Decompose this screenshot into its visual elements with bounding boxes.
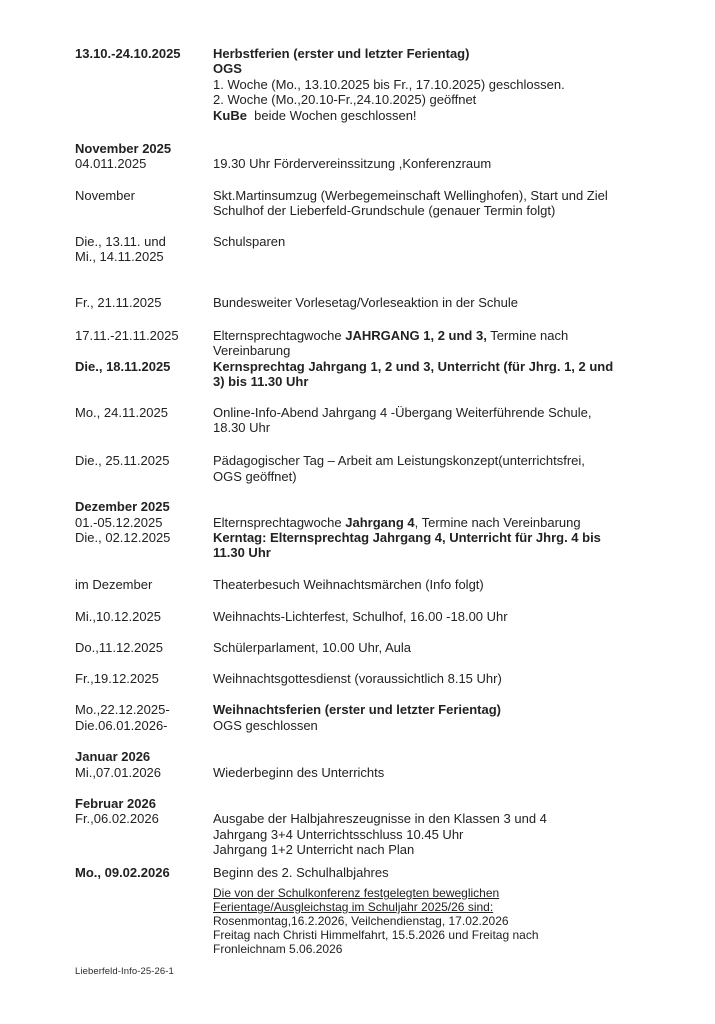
event-cell (213, 515, 665, 530)
schedule-row (75, 453, 665, 484)
event-cell (213, 295, 665, 310)
date-cell (75, 141, 213, 156)
text-line (213, 405, 665, 420)
text-line (75, 453, 213, 468)
event-cell (213, 886, 665, 956)
event-cell (213, 359, 665, 390)
text-segment: Rosenmontag,16.2.2026, Veilchendienstag, 17.02.2026 (213, 914, 509, 929)
text-line (75, 499, 213, 514)
schedule-row (75, 886, 665, 956)
date-cell (75, 811, 213, 826)
date-cell (75, 609, 213, 624)
text-line (75, 249, 213, 264)
event-cell (213, 577, 665, 592)
text-line (213, 420, 665, 435)
text-segment: Dezember 2025 (75, 499, 170, 515)
text-line (213, 718, 665, 733)
text-line (213, 671, 665, 686)
text-segment: Vereinbarung (213, 343, 291, 359)
text-segment: Jahrgang 3+4 Unterrichtsschluss 10.45 Uhr (213, 826, 464, 842)
schedule-row (75, 234, 665, 265)
text-segment: Weihnachtsgottesdienst (voraussichtlich 8.15 Uhr) (213, 670, 502, 686)
event-cell (213, 405, 665, 436)
text-line (213, 577, 665, 592)
text-line (213, 156, 665, 171)
text-line (213, 328, 665, 343)
date-cell (75, 865, 213, 880)
text-segment: Fr., 21.11.2025 (75, 295, 162, 311)
date-cell (75, 328, 213, 343)
text-segment: 19.30 Uhr Fördervereinssitzung ,Konferenzraum (213, 156, 492, 172)
text-line (213, 46, 665, 61)
text-line (75, 141, 213, 156)
text-segment: Jahrgang 4 (345, 514, 415, 530)
text-line (213, 928, 665, 942)
text-segment: Die., 18.11.2025 (75, 358, 171, 374)
text-segment: beide Wochen geschlossen! (246, 107, 417, 123)
date-cell (75, 749, 213, 764)
text-segment: Beginn des 2. Schulhalbjahres (213, 864, 389, 880)
text-segment: Skt.Martinsumzug (Werbegemeinschaft Wellinghofen), Start und Ziel (213, 187, 608, 203)
schedule-row (75, 46, 665, 123)
text-segment: OGS geschlossen (213, 717, 318, 733)
text-line (213, 765, 665, 780)
text-segment: Die von der Schulkonferenz festgelegten beweglichen (213, 886, 500, 901)
text-segment: 2. Woche (Mo.,20.10-Fr.,24.10.2025) geöffnet (213, 92, 477, 108)
schedule-row (75, 405, 665, 436)
text-segment: Freitag nach Christi Himmelfahrt, 15.5.2026 und Freitag nach (213, 928, 539, 943)
date-cell (75, 46, 213, 61)
schedule (75, 46, 665, 956)
text-line (213, 61, 665, 76)
schedule-row (75, 609, 665, 624)
text-line (75, 718, 213, 733)
event-cell (213, 640, 665, 655)
schedule-row (75, 865, 665, 880)
text-line (75, 405, 213, 420)
text-line (75, 328, 213, 343)
text-segment: Die., 25.11.2025 (75, 453, 170, 469)
text-line (75, 865, 213, 880)
schedule-row (75, 640, 665, 655)
text-segment: November 2025 (75, 141, 172, 157)
date-cell (75, 156, 213, 171)
text-line (75, 765, 213, 780)
schedule-row (75, 702, 665, 733)
text-line (213, 886, 665, 900)
text-line (75, 577, 213, 592)
schedule-row (75, 156, 665, 171)
text-segment: 01.-05.12.2025 (75, 514, 163, 530)
text-line (75, 46, 213, 61)
text-line (213, 92, 665, 107)
event-cell (213, 702, 665, 733)
text-segment: Theaterbesuch Weihnachtsmärchen (Info folgt) (213, 576, 484, 592)
schedule-row (75, 328, 665, 359)
text-segment: 18.30 Uhr (213, 419, 271, 435)
text-segment: Die., 13.11. und (75, 233, 166, 249)
text-segment: Elternsprechtagwoche (213, 514, 346, 530)
text-line (213, 108, 665, 123)
event-cell (213, 46, 665, 123)
schedule-row (75, 577, 665, 592)
text-line (213, 188, 665, 203)
text-segment: Mi.,10.12.2025 (75, 609, 162, 625)
event-cell (213, 765, 665, 780)
schedule-row (75, 530, 665, 561)
text-segment: Januar 2026 (75, 749, 151, 765)
event-cell (213, 865, 665, 880)
date-cell (75, 405, 213, 420)
text-line (213, 469, 665, 484)
date-cell (75, 577, 213, 592)
date-cell (75, 765, 213, 780)
text-segment: Fronleichnam 5.06.2026 (213, 942, 343, 957)
text-segment: Kerntag: Elternsprechtag Jahrgang 4, Unterricht für Jhrg. 4 bis (213, 529, 601, 545)
text-line (213, 545, 665, 560)
text-line (213, 530, 665, 545)
event-cell (213, 530, 665, 561)
schedule-row (75, 811, 665, 857)
date-cell (75, 499, 213, 514)
text-line (75, 234, 213, 249)
text-segment: im Dezember (75, 576, 153, 592)
text-segment: Die.06.01.2026- (75, 717, 168, 733)
text-segment: Mo.,22.12.2025- (75, 702, 170, 718)
event-cell (213, 609, 665, 624)
text-line (213, 827, 665, 842)
date-cell (75, 515, 213, 530)
text-segment: OGS (213, 61, 242, 77)
text-line (213, 343, 665, 358)
date-cell (75, 188, 213, 203)
text-line (213, 234, 665, 249)
text-segment: 3) bis 11.30 Uhr (213, 374, 309, 390)
schedule-row (75, 765, 665, 780)
text-segment: Bundesweiter Vorlesetag/Vorleseaktion in der Schule (213, 295, 518, 311)
text-segment: Mo., 09.02.2026 (75, 864, 170, 880)
text-segment: Februar 2026 (75, 796, 156, 811)
schedule-row (75, 188, 665, 219)
text-segment: Schülerparlament, 10.00 Uhr, Aula (213, 639, 412, 655)
text-line (213, 842, 665, 857)
text-line (75, 796, 213, 811)
text-segment: Wiederbeginn des Unterrichts (213, 764, 385, 780)
text-line (75, 811, 213, 826)
date-cell (75, 234, 213, 265)
document-footer: Lieberfeld-Info-25-26-1 (75, 966, 174, 977)
date-cell (75, 453, 213, 468)
text-segment: Ausgabe der Halbjahreszeugnisse in den Klassen 3 und 4 (213, 811, 547, 827)
text-line (213, 359, 665, 374)
text-line (213, 640, 665, 655)
text-line (75, 156, 213, 171)
date-cell (75, 671, 213, 686)
text-line (75, 671, 213, 686)
event-cell (213, 811, 665, 857)
text-segment: Termine nach (486, 327, 569, 343)
text-segment: OGS geöffnet) (213, 468, 297, 484)
text-line (75, 295, 213, 310)
text-line (75, 640, 213, 655)
text-segment: Jahrgang 1+2 Unterricht nach Plan (213, 842, 415, 858)
date-cell (75, 702, 213, 733)
text-segment: Mo., 24.11.2025 (75, 404, 168, 420)
text-segment: Fr.,19.12.2025 (75, 670, 159, 686)
text-segment: Kernsprechtag Jahrgang 1, 2 und 3, Unterricht (für Jhrg. 1, 2 und (213, 358, 614, 374)
text-segment: KuBe (213, 107, 247, 123)
schedule-row (75, 749, 665, 764)
text-segment: , Termine nach Vereinbarung (414, 514, 581, 530)
text-line (75, 702, 213, 717)
text-segment: 17.11.-21.11.2025 (75, 327, 179, 343)
event-cell (213, 156, 665, 171)
text-segment: Weihnachtsferien (erster und letzter Ferientag) (213, 702, 501, 718)
text-line (75, 188, 213, 203)
text-line (213, 900, 665, 914)
date-cell (75, 796, 213, 811)
event-cell (213, 234, 665, 249)
text-line (213, 374, 665, 389)
event-cell (213, 671, 665, 686)
text-segment: 1. Woche (Mo., 13.10.2025 bis Fr., 17.10.2025) geschlossen. (213, 76, 565, 92)
text-segment: Weihnachts-Lichterfest, Schulhof, 16.00 -18.00 Uhr (213, 609, 508, 625)
text-line (75, 530, 213, 545)
text-line (213, 453, 665, 468)
text-segment: Elternsprechtagwoche (213, 327, 346, 343)
text-line (213, 77, 665, 92)
event-cell (213, 328, 665, 359)
text-line (75, 359, 213, 374)
text-line (213, 865, 665, 880)
text-segment: 04.011.2025 (75, 156, 147, 172)
text-line (213, 914, 665, 928)
text-segment: Ferientage/Ausgleichstag im Schuljahr 2025/26 sind: (213, 900, 494, 915)
text-line (213, 609, 665, 624)
text-line (75, 749, 213, 764)
text-segment: November (75, 187, 135, 203)
schedule-row (75, 499, 665, 514)
event-cell (213, 188, 665, 219)
date-cell (75, 640, 213, 655)
text-segment: Pädagogischer Tag – Arbeit am Leistungskonzept(unterrichtsfrei, (213, 453, 585, 469)
text-segment: Mi., 14.11.2025 (75, 249, 164, 265)
text-segment: JAHRGANG 1, 2 und 3, (345, 327, 487, 343)
date-cell (75, 530, 213, 545)
text-line (75, 515, 213, 530)
text-line (213, 942, 665, 956)
text-line (213, 702, 665, 717)
text-line (213, 515, 665, 530)
schedule-row (75, 515, 665, 530)
text-segment: Do.,11.12.2025 (75, 639, 163, 655)
text-line (75, 609, 213, 624)
text-segment: Schulhof der Lieberfeld-Grundschule (genauer Termin folgt) (213, 203, 556, 219)
text-line (213, 811, 665, 826)
schedule-row (75, 671, 665, 686)
text-segment: 11.30 Uhr (213, 545, 271, 561)
text-segment: Die., 02.12.2025 (75, 529, 171, 545)
text-segment: Mi.,07.01.2026 (75, 764, 162, 780)
schedule-row (75, 141, 665, 156)
text-segment: Online-Info-Abend Jahrgang 4 -Übergang Weiterführende Schule, (213, 404, 592, 420)
schedule-row (75, 295, 665, 310)
schedule-row (75, 796, 665, 811)
text-segment: Schulsparen (213, 233, 286, 249)
date-cell (75, 295, 213, 310)
schedule-row (75, 359, 665, 390)
date-cell (75, 359, 213, 374)
text-line (213, 295, 665, 310)
text-segment: Herbstferien (erster und letzter Ferientag) (213, 46, 470, 61)
text-segment: Fr.,06.02.2026 (75, 811, 159, 827)
text-line (213, 203, 665, 218)
text-segment: 13.10.-24.10.2025 (75, 46, 181, 61)
event-cell (213, 453, 665, 484)
